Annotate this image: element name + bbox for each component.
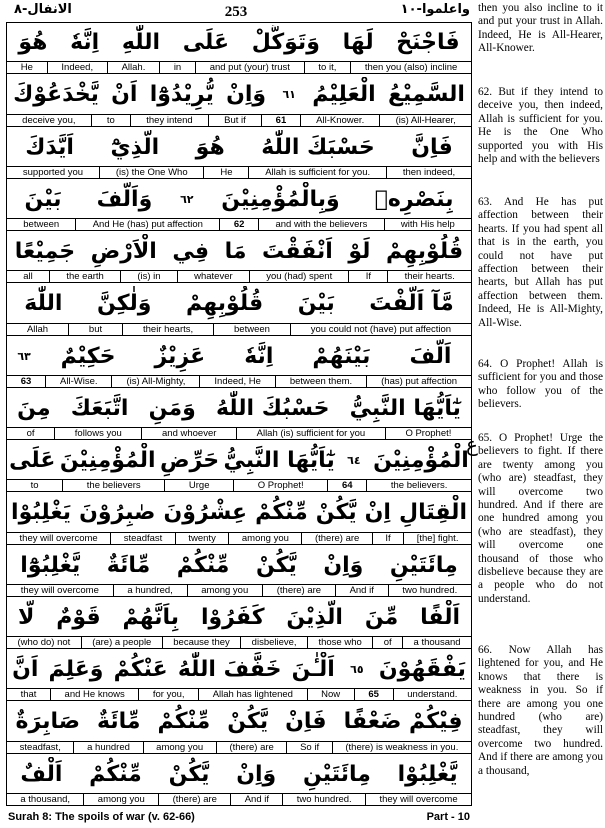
translation-paragraph [478,2,603,56]
arabic-word: مَّآ اَلَّفْتَ [369,291,454,317]
english-gloss: those who [307,637,372,648]
arabic-word: يَغْلِبُوْا [11,500,72,526]
arabic-word: الْمُؤْمِنِيْنَ [59,448,156,474]
arabic-word: اللّٰهَ [24,291,63,317]
english-gloss-line [7,793,471,806]
english-gloss: O Prophet! [385,428,471,439]
arabic-word: صٰبِرُوْنَ [79,500,156,526]
english-gloss: between [213,324,290,335]
arabic-word: بِنَصْرِهٖ [374,186,454,212]
translation-text: then you also incline to it and put your trust in Allah. Indeed, He is All-Hearer, All-Knower. [478,2,603,55]
english-gloss: because they [162,637,240,648]
english-gloss-line [7,427,471,440]
arabic-word: الَّذِيْٓ [110,134,160,160]
english-gloss: 64 [327,480,366,491]
arabic-word: عَنْكُمْ [113,657,168,683]
english-gloss: (who do) not [17,637,71,649]
english-gloss-line [7,270,471,283]
english-gloss: among you [187,585,262,596]
english-gloss: for you, [138,689,198,700]
verse-row [7,755,471,807]
english-gloss: deceive you, [22,114,76,126]
arabic-word: يٰٓاَيُّهَا النَّبِيُّ [223,448,335,474]
arabic-line [7,495,471,530]
translation-text: O Prophet! Urge the believers to fight. If there are twenty among you (who are) steadfast, they will overcome two hundred. And if there are one hundred among you (who are steadfast), they will overcome one thousand of those who disbelieve because they are a people who do not understand. [478,432,603,605]
english-gloss: all [23,271,33,283]
english-gloss: and He knows [50,689,138,700]
arabic-line [7,443,471,478]
english-gloss: a hundred [73,742,142,753]
arabic-word: لَهَا [342,30,374,55]
verse-row [7,23,471,75]
arabic-word: بَيْنَهُمْ [312,343,371,369]
verse-row [7,598,471,650]
arabic-line [7,548,471,583]
english-gloss: Now [307,689,354,700]
verse-number: 65. [478,432,493,444]
arabic-word: وَاِنْ [226,82,267,108]
english-gloss: Allah (is) sufficient for you [236,428,385,439]
english-gloss: And He (has) put affection [75,219,219,230]
arabic-word: يَّكُنْ [227,709,269,735]
arabic-word: مِنَ [17,395,51,421]
english-gloss: 63 [20,375,32,387]
juz-header: واعلموا-١٠ [400,2,470,17]
english-gloss: (is) All-Mighty, [111,376,199,387]
english-gloss: (there) are [158,794,230,805]
english-gloss: between [23,219,60,231]
footer-surah-info: Surah 8: The spoils of war (v. 62-66) [8,811,195,823]
verse-number-marker: ٦٥ [350,663,364,677]
arabic-word: اَلْفًا [420,604,461,630]
english-gloss: O Prophet! [233,480,327,491]
english-gloss: All-Knower. [300,115,379,126]
translation-text: And He has put affection between their hearts. If you had spent all that is in the earth, you could not have put affection between their hearts, but Allah has put affection between them. Indeed, He is All-Mighty, All-Wise. [478,196,603,329]
verse-row [7,493,471,545]
arabic-line [7,286,471,321]
english-gloss-line [7,375,471,388]
arabic-word: الْعَلِيْمُ [312,82,376,108]
english-gloss: then you (also) incline [350,62,471,73]
english-gloss: 65 [354,689,393,700]
arabic-word: الْمُؤْمِنِيْنَ [373,448,469,474]
english-gloss: the believers. [366,480,471,491]
english-gloss: Indeed, [47,62,107,73]
english-gloss-line [7,688,471,701]
verse-number-marker: ٦١ [282,88,296,102]
arabic-word: اِنَّهٗ [244,343,274,369]
english-gloss: 62 [219,219,258,230]
arabic-word: وَعَلِمَ [48,657,104,683]
arabic-word: عِشْرُوْنَ [163,500,248,526]
arabic-word: يَّغْلِبُوْٓا [20,552,81,578]
arabic-word: فَاِنْ [285,709,327,735]
arabic-word: يَّكُنْ [315,500,357,526]
arabic-word: هُوَ [18,30,48,55]
translation-text: But if they intend to deceive you, then indeed, Allah is sufficient for you. He is the One Who supported you with His help and with the believers [478,86,603,166]
translation-text: O Prophet! Allah is sufficient for you and those who follow you of the believers. [478,358,603,411]
arabic-word: يَّخْدَعُوْكَ [13,82,99,108]
english-gloss: Allah [26,323,49,335]
english-gloss: and with the believers [258,219,383,230]
arabic-word: مِّنْكُمْ [176,552,230,578]
english-gloss: among you [228,533,301,544]
arabic-word: اَلْـٰٔنَ [291,657,335,683]
english-gloss-line [7,114,471,127]
english-gloss: (there) is weakness in you. [332,742,471,753]
english-gloss: (there) are [262,585,335,596]
arabic-line [7,652,471,687]
english-gloss: in [159,62,195,73]
english-gloss: a hundred, [113,585,187,596]
english-gloss: (are) a people [81,637,162,648]
english-gloss: And if [230,794,282,805]
arabic-word: اَنْ [111,82,138,108]
arabic-word: الْاَرْضِ [90,239,157,265]
arabic-word: لَّا [18,604,35,630]
verse-number-marker: ٦٢ [180,192,194,206]
english-gloss: Allah is sufficient for you. [248,167,386,178]
arabic-word: اَلَّفَ [409,343,452,369]
english-gloss: And if [335,585,388,596]
arabic-line [7,182,471,217]
verse-row [7,180,471,232]
english-gloss: steadfast, [19,741,61,753]
english-gloss: a thousand [402,637,471,648]
english-gloss: among you [83,794,158,805]
arabic-word: الْقِتَالِ [399,500,467,526]
english-gloss: to [91,115,130,126]
arabic-word: اللّٰهِ [121,30,161,55]
english-gloss: whatever [177,271,249,282]
arabic-word: فِيْكُمْ ضَعْفًا [343,709,463,735]
verse-row [7,128,471,180]
arabic-word: بَيْنَ [24,186,62,212]
translation-paragraph [478,358,603,412]
english-gloss: 61 [261,115,300,126]
translation-paragraph [478,432,603,606]
page-footer [6,808,472,826]
arabic-word: يُّرِيْدُوْٓا [149,82,214,108]
english-gloss: you could not (have) put affection [290,324,471,335]
verse-row [7,441,471,493]
english-gloss: disbelieve, [240,637,307,648]
arabic-word: مِّنْكُمْ [255,500,308,526]
english-gloss: their hearts, [122,324,213,335]
english-gloss: they will overcome [365,794,471,805]
english-gloss: follows you [54,428,141,439]
verse-row [7,650,471,702]
arabic-line [7,130,471,165]
english-gloss-line [7,166,471,179]
english-gloss: you (had) spent [249,271,349,282]
arabic-word: وَاِنْ [236,761,277,787]
arabic-line [7,234,471,269]
english-gloss: (is) the One Who [99,167,204,178]
english-gloss: the believers [62,480,164,491]
english-gloss: supported you [22,166,84,178]
english-gloss-line [7,218,471,231]
verse-number: 62. [478,86,493,98]
english-gloss-line [7,532,471,545]
arabic-word: يَّكُنْ [255,552,297,578]
english-gloss-line [7,61,471,74]
english-gloss: Indeed, He [199,376,274,387]
arabic-word: فَاجْنَحْ [396,30,460,55]
arabic-word: فِي [172,239,210,265]
arabic-word: جَمِيْعًا [14,239,76,265]
arabic-word: وَاَلَّفَ [96,186,153,212]
verse-row [7,702,471,754]
arabic-word: كَفَرُوْا [200,604,265,630]
english-gloss-line [7,741,471,754]
arabic-word: مِّنْكُمْ [157,709,211,735]
english-gloss: they will overcome [19,532,98,544]
arabic-line [7,339,471,374]
arabic-word: يٰٓاَيُّهَا النَّبِيُّ [349,395,461,421]
arabic-word: يَّغْلِبُوْا [397,761,458,787]
arabic-word: صَابِرَةٌ [15,709,80,735]
verse-number: 63. [478,196,493,208]
english-gloss: (has) put affection [366,376,471,387]
arabic-word: مِّائَةٌ [97,709,141,735]
arabic-word: وَبِالْمُؤْمِنِيْنَ [221,186,340,212]
english-gloss: (there) are [216,742,287,753]
english-gloss: two hundred. [282,794,365,805]
english-gloss: among you [143,742,216,753]
english-gloss: He [20,62,33,74]
arabic-word: وَتَوَكَّلْ [251,30,320,55]
arabic-word: خَفَّفَ اللّٰهُ [177,657,282,683]
verse-row [7,284,471,336]
english-gloss: Urge [164,480,233,491]
english-gloss: that [20,689,37,701]
english-gloss: He [203,167,248,178]
verse-number: 66. [478,644,493,656]
verse-number: 64. [478,358,493,370]
verse-number-marker: ٦٤ [347,454,361,468]
surah-header: الانفال-٨ [14,2,72,17]
english-gloss: [the] fight. [403,533,471,544]
arabic-word: وَاِنْ [323,552,364,578]
english-gloss: (there) are [301,533,371,544]
arabic-word: اَنَّ [12,657,39,683]
arabic-word: اَنْفَقْتَ [262,239,333,265]
english-gloss-line [7,479,471,492]
english-gloss: of [372,637,402,648]
word-by-word-grid [6,22,472,806]
english-gloss-line [7,636,471,649]
arabic-word: مِائَتَيْنِ [389,552,458,578]
arabic-word: مِّائَةٌ [106,552,151,578]
arabic-word: يَفْقَهُوْنَ [378,657,466,683]
arabic-word: مِّنَ [364,604,399,630]
verse-number-marker: ٦٣ [17,349,31,363]
arabic-word: حَكِيْمٌ [60,343,116,369]
english-gloss: their hearts. [387,271,471,282]
page-number: 253 [224,4,248,20]
arabic-line [7,77,471,112]
english-gloss: and whoever [141,428,236,439]
arabic-word: اَيَّدَكَ [25,134,74,160]
english-gloss: twenty [175,533,229,544]
english-gloss: (is) in [120,271,177,282]
arabic-word: اِنَّهٗ [70,30,100,55]
english-gloss: (is) All-Hearer, [379,115,471,126]
arabic-word: الَّذِيْنَ [286,604,343,630]
arabic-word: قُلُوْبِهِمْ [386,239,464,265]
english-gloss: then indeed, [386,167,471,178]
verse-row [7,337,471,389]
arabic-word: اَلْفٌ [20,761,63,787]
arabic-word: فَاِنَّ [411,134,453,160]
arabic-word: يَّكُنْ [168,761,210,787]
arabic-word: عَزِيْزٌ [154,343,206,369]
arabic-line [7,391,471,426]
arabic-word: بِاَنَّهُمْ [122,604,180,630]
english-gloss: to it, [304,62,350,73]
ruku-mark: ع [466,432,478,456]
arabic-word: عَلَى [9,448,56,474]
verse-row [7,546,471,598]
translation-text: Now Allah has lightened for you, and He knows that there is weakness in you. So if there are among you one hundred (who are) steadfast, they will overcome two hundred. And if there are among you a thousand, [478,644,604,777]
arabic-word: السَّمِيْعُ [387,82,465,108]
english-gloss: a thousand, [20,793,71,805]
arabic-word: وَمَنِ [148,395,196,421]
english-gloss: two hundred. [388,585,471,596]
english-gloss: steadfast [110,533,175,544]
english-gloss: but [68,324,122,335]
verse-row [7,389,471,441]
arabic-word: بَيْنَ [297,291,335,317]
arabic-line [7,25,471,60]
english-gloss: So if [286,742,331,753]
footer-part: Part - 10 [426,811,470,823]
arabic-word: وَلٰكِنَّ [96,291,152,317]
translation-paragraph [478,86,603,166]
verse-row [7,232,471,284]
english-gloss: Allah. [107,62,159,73]
english-gloss: If [348,271,387,282]
english-gloss: All-Wise. [45,376,111,387]
arabic-word: مَا [224,239,247,265]
english-gloss: of [26,428,35,440]
english-gloss: the earth [49,271,120,282]
english-gloss: between them. [275,376,366,387]
arabic-word: عَلَى [182,30,230,55]
arabic-line [7,704,471,739]
arabic-line [7,757,471,792]
english-gloss: understand. [393,689,471,700]
english-gloss-line [7,323,471,336]
english-gloss: they will overcome [20,584,99,596]
arabic-line [7,600,471,635]
verse-row [7,75,471,127]
arabic-word: لَوْ [348,239,371,265]
arabic-word: مِّنْكُمْ [89,761,142,787]
arabic-word: مِائَتَيْنِ [302,761,371,787]
arabic-word: حَسْبَكَ اللّٰهُ [261,134,375,160]
arabic-word: هُوَ [195,134,225,160]
translation-paragraph [478,196,603,330]
english-gloss: and put (your) trust [195,62,304,73]
arabic-word: قُلُوْبِهِمْ [185,291,264,317]
english-gloss: If [372,533,403,544]
english-gloss: Allah has lightened [198,689,306,700]
arabic-word: قَوْمٌ [56,604,101,630]
english-gloss: with His help [384,219,471,230]
english-gloss: they intend [130,115,208,126]
arabic-word: اِنْ [364,500,391,526]
english-gloss: But if [208,115,261,126]
arabic-word: حَسْبُكَ اللّٰهُ [215,395,330,421]
arabic-word: حَرِّضِ [159,448,220,474]
arabic-word: اتَّبَعَكَ [70,395,129,421]
translation-paragraph [478,644,603,778]
english-gloss: to [30,480,39,492]
english-gloss-line [7,584,471,597]
